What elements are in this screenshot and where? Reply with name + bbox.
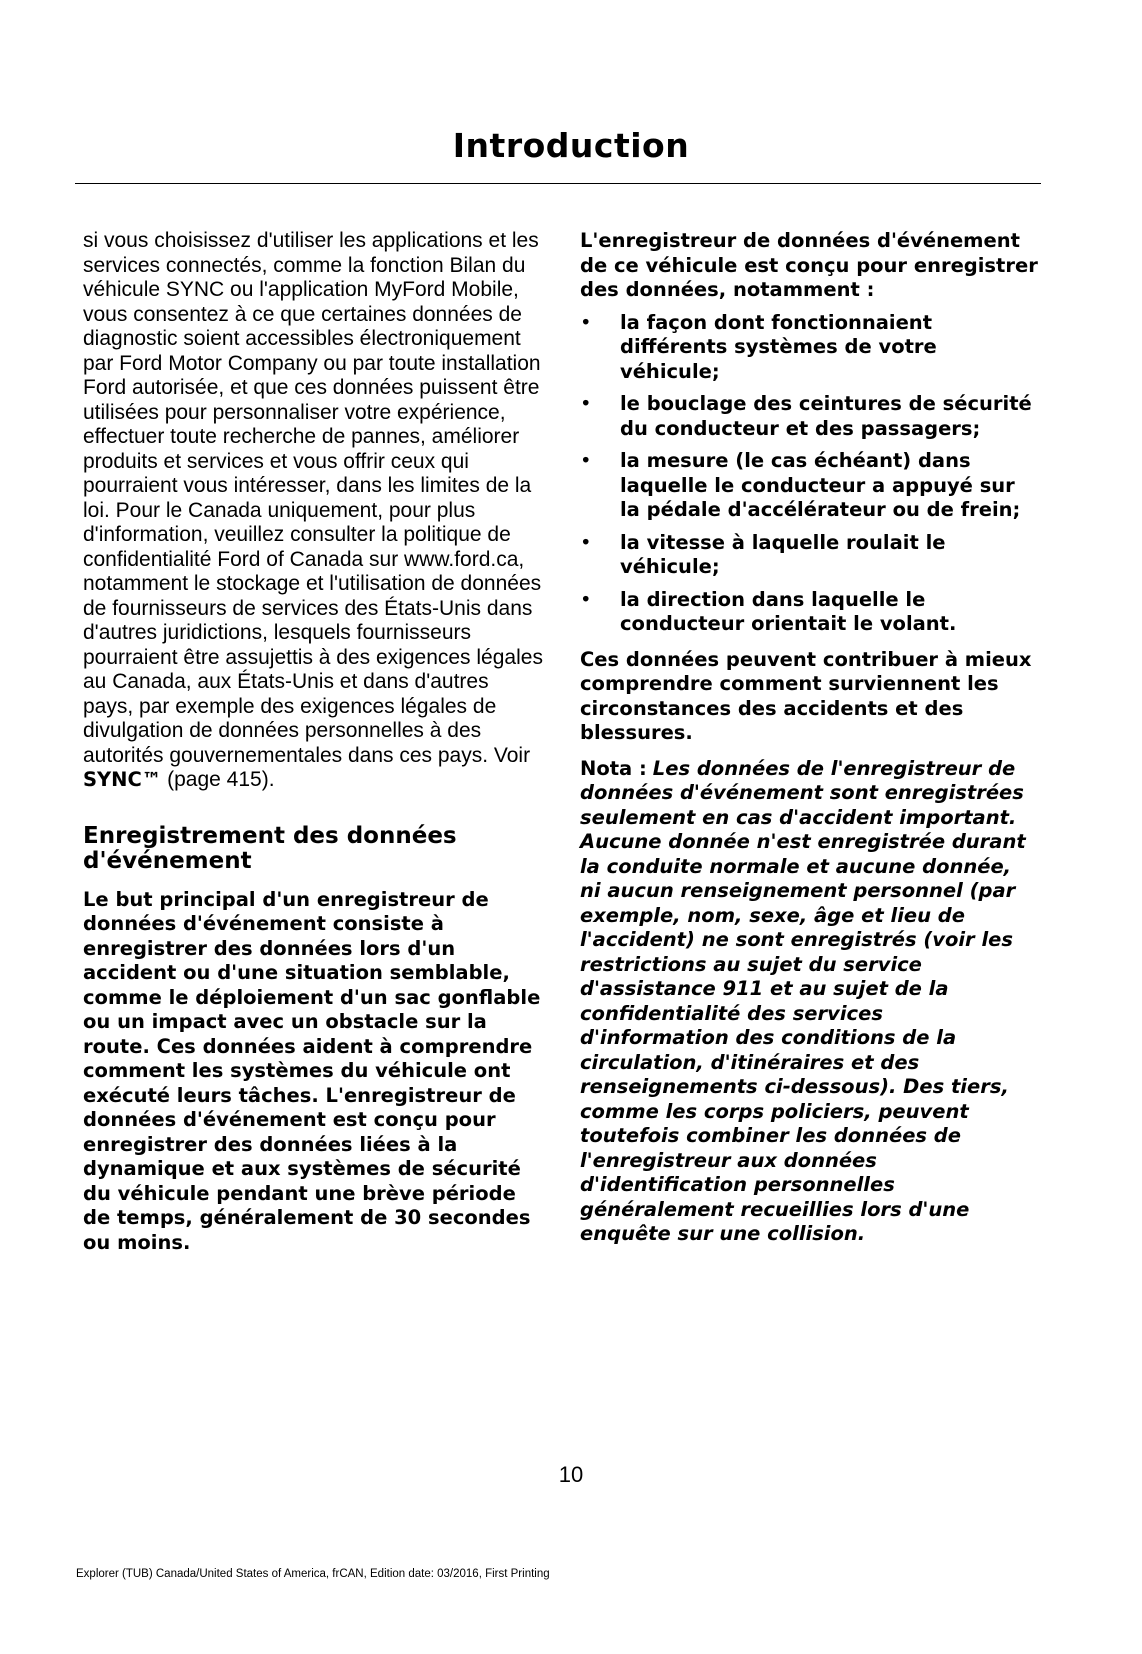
list-item [580, 392, 1038, 441]
right-column [580, 229, 1038, 1247]
left-column [83, 229, 543, 1255]
bullet-icon: • [580, 392, 592, 415]
section-body: Le but principal d'un enregistreur de données d'événement consiste à enregistrer des données lors d'un accident ou d'une situation semblable, comme le déploiement d'un sac gonflable ou un impact avec un obstacle sur la route. Ces données aident à comprendre comment les systèmes du véhicule ont exécuté leurs tâches. L'enregistreur de données d'événement est conçu pour enregistrer des données liées à la dynamique et aux systèmes de sécurité du véhicule pendant une brève période de temps, généralement de 30 secondes ou moins. [83, 887, 541, 1254]
list-item [580, 311, 1038, 385]
intro-text: si vous choisissez d'utiliser les applications et les services connectés, comme la fonction Bilan du véhicule SYNC ou l'application MyFord Mobile, vous consentez à ce que certaines données de diagnostic soient accessibles électroniquement par Ford Motor Company ou par toute installation Ford autorisée, et que ces données puissent être utilisées pour personnaliser votre expérience, effectuer toute recherche de pannes, améliorer produits et services et vous offrir ceux qui pourraient vous intéresser, dans les limites de la loi. Pour le Canada uniquement, pour plus d'information, veuillez consulter la politique de confidentialité Ford of Canada sur www.ford.ca, notamment le stockage et l'utilisation de données de fournisseurs de services des États-Unis dans d'autres juridictions, lesquels fournisseurs pourraient être assujettis à des exigences légales au Canada, aux États-Unis et dans d'autres pays, par exemple des exigences légales de divulgation de données personnelles à des autorités gouvernementales dans ces pays. Voir [83, 229, 543, 767]
list-intro: L'enregistreur de données d'événement de ce véhicule est conçu pour enregistrer des données, notamment : [580, 229, 1038, 301]
list-item [580, 531, 1038, 580]
bullet-icon: • [580, 587, 592, 611]
bullet-icon: • [580, 310, 592, 334]
page-title: Introduction [452, 126, 690, 165]
summary-paragraph: Ces données peuvent contribuer à mieux comprendre comment surviennent les circonstances des accidents et des blessures. [580, 647, 1032, 744]
list-item-text: la vitesse à laquelle roulait le véhicule; [620, 530, 946, 578]
bullet-icon: • [580, 530, 592, 554]
list-item-text: le bouclage des ceintures de sécurité du conducteur et des passagers; [620, 392, 1032, 440]
note-paragraph [580, 757, 1038, 1247]
list-item-text: la façon dont fonctionnaient différents systèmes de votre véhicule; [620, 310, 937, 383]
list-item [580, 449, 1038, 523]
note-label: Nota : [580, 756, 647, 780]
list-item-text: la direction dans laquelle le conducteur orientait le volant. [620, 587, 957, 635]
bullet-icon: • [580, 449, 592, 472]
header-divider [75, 183, 1041, 184]
cross-reference-page: (page 415). [161, 768, 275, 791]
list-item [580, 588, 1038, 637]
recorded-data-list [580, 311, 1038, 637]
note-text: Les données de l'enregistreur de données d'événement sont enregistrées seulement en cas d'accident important. Aucune donnée n'est enregistrée durant la conduite normale et aucune donnée, ni aucun renseignement personnel (par exemple, nom, sexe, âge et lieu de l'accident) ne sont enregistrés (voir les restrictions au sujet du service d'assistance 911 et au sujet de la confidentialité des services d'information des conditions de la circulation, d'itinéraires et des renseignements ci-dessous). Des tiers, comme les corps policiers, peuvent toutefois combiner les données de l'enregistreur aux données d'identification personnelles généralement recueillies lors d'une enquête sur une collision. [580, 756, 1026, 1245]
list-item-text: la mesure (le cas échéant) dans laquelle le conducteur a appuyé sur la pédale d'accélérateur ou de frein; [620, 449, 1021, 521]
section-heading: Enregistrement des données d'événement [83, 822, 457, 874]
page-number: 10 [558, 1462, 584, 1487]
footer-edition-info: Explorer (TUB) Canada/United States of America, frCAN, Edition date: 03/2016, First Printing [76, 1568, 550, 1580]
sync-cross-reference-link[interactable]: SYNC™ [83, 768, 162, 791]
intro-paragraph [83, 229, 543, 793]
